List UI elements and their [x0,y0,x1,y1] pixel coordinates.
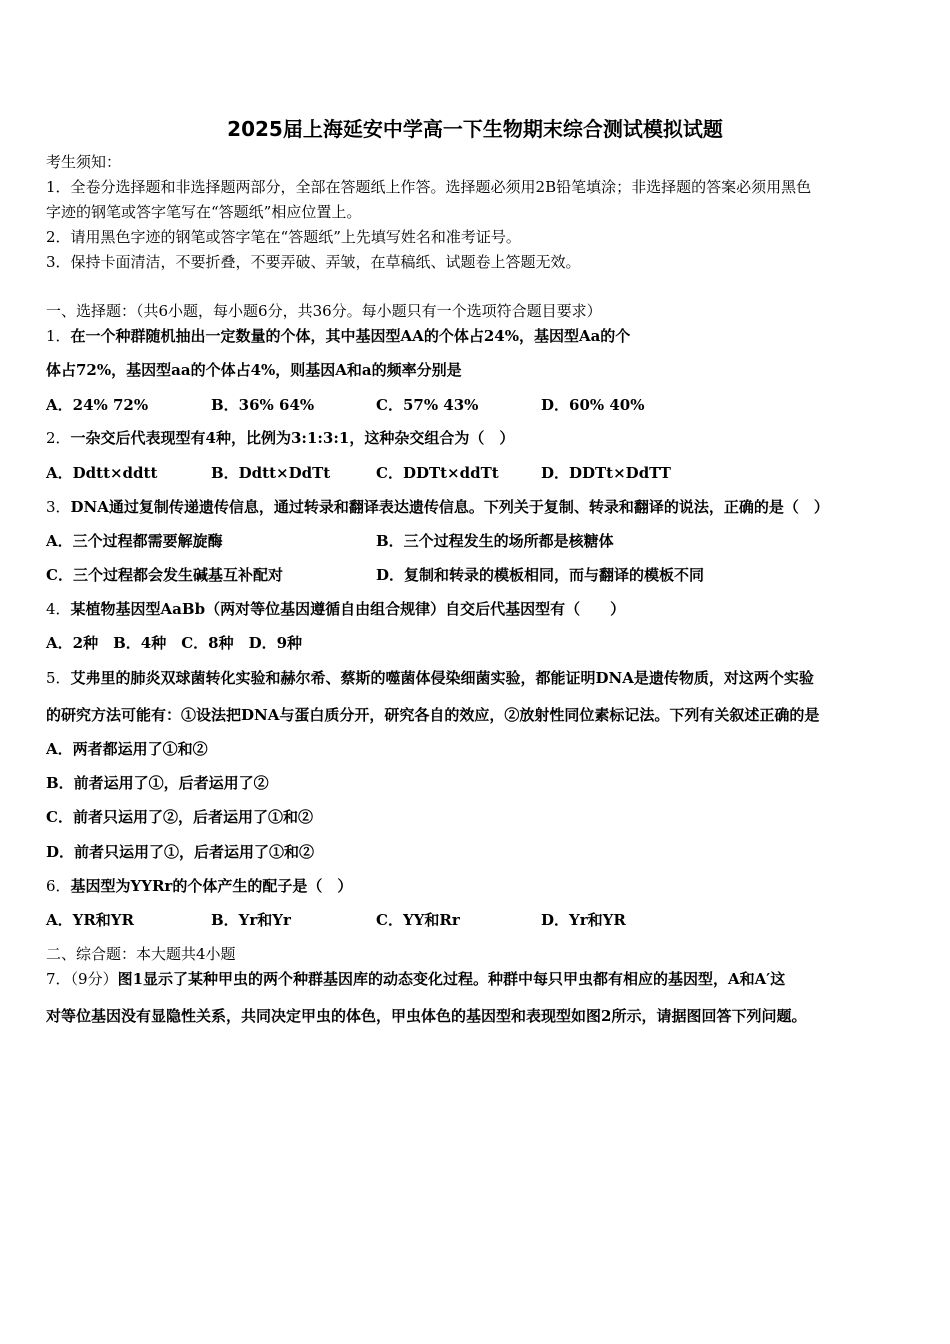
page-title: 2025届上海延安中学高一下生物期末综合测试模拟试题 [227,117,723,141]
q5-line1 [46,668,814,688]
q5-option-c[interactable]: C．前者只运用了②，后者运用了①和② [46,808,313,826]
q5-option-b[interactable]: B．前者运用了①，后者运用了② [46,774,269,792]
q7-points: （9分） [70,970,118,988]
q7-text-line1: 图1显示了某种甲虫的两个种群基因库的动态变化过程。种群中每只甲虫都有相应的基因型，A和A′这 [117,970,786,988]
q4-line [46,599,625,619]
q6-number: 6． [46,877,71,895]
q3-line [46,497,829,517]
q6-text: 基因型为YYRr的个体产生的配子是（ ） [70,877,353,895]
q5-text-line2: 的研究方法可能有：①设法把DNA与蛋白质分开，研究各自的效应，②放射性同位素标记法。下列有关叙述正确的是 [46,706,820,724]
q2-option-c[interactable]: C．DDTt×ddTt [376,464,499,482]
q3-option-d[interactable]: D．复制和转录的模板相同，而与翻译的模板不同 [376,566,705,584]
q5-number: 5． [46,669,71,687]
q5-option-a[interactable]: A．两者都运用了①和② [46,740,208,758]
q1-line1 [46,326,630,346]
notice-heading: 考生须知： [46,153,122,171]
q1-text-line2: 体占72%，基因型aa的个体占4%，则基因A和a的频率分别是 [46,361,462,379]
q3-number: 3． [46,498,71,516]
q1-option-b[interactable]: B．36% 64% [211,396,315,414]
q2-text: 一杂交后代表现型有4种，比例为3:1:3:1，这种杂交组合为（ ） [70,429,515,447]
q1-option-a[interactable]: A．24% 72% [46,396,149,414]
q4-options[interactable]: A．2种 B．4种 C．8种 D．9种 [46,634,303,652]
q4-number: 4． [46,600,71,618]
q7-number: 7． [46,970,71,988]
section2-heading: 二、综合题：本大题共4小题 [46,945,236,963]
notice-item-1-cont: 字迹的钢笔或答字笔写在“答题纸”相应位置上。 [46,203,362,221]
q6-option-a[interactable]: A．YR和YR [46,911,134,929]
q7-line1 [46,969,785,989]
q3-option-a[interactable]: A．三个过程都需要解旋酶 [46,532,223,550]
q1-option-d[interactable]: D．60% 40% [541,396,645,414]
q3-option-c[interactable]: C．三个过程都会发生碱基互补配对 [46,566,283,584]
notice-item-1: 1．全卷分选择题和非选择题两部分，全部在答题纸上作答。选择题必须用2B铅笔填涂；非选择题的答案必须用黑色 [46,178,812,196]
section1-heading: 一、选择题：（共6小题，每小题6分，共36分。每小题只有一个选项符合题目要求） [46,302,602,320]
q1-text-line1: 在一个种群随机抽出一定数量的个体，其中基因型AA的个体占24%，基因型Aa的个 [70,327,631,345]
q6-option-c[interactable]: C．YY和Rr [376,911,460,929]
q6-line [46,876,352,896]
q7-text-line2: 对等位基因没有显隐性关系，共同决定甲虫的体色，甲虫体色的基因型和表现型如图2所示，请据图回答下列问题。 [46,1007,807,1025]
q2-option-a[interactable]: A．Ddtt×ddtt [46,464,158,482]
notice-item-2: 2．请用黑色字迹的钢笔或答字笔在“答题纸”上先填写姓名和准考证号。 [46,228,521,246]
q2-option-d[interactable]: D．DDTt×DdTT [541,464,671,482]
notice-item-3: 3．保持卡面清洁，不要折叠，不要弄破、弄皱，在草稿纸、试题卷上答题无效。 [46,253,581,271]
q2-option-b[interactable]: B．Ddtt×DdTt [211,464,331,482]
q3-option-b[interactable]: B．三个过程发生的场所都是核糖体 [376,532,614,550]
q4-text: 某植物基因型AaBb（两对等位基因遵循自由组合规律）自交后代基因型有（ ） [70,600,626,618]
q5-option-d[interactable]: D．前者只运用了①，后者运用了①和② [46,843,315,861]
q2-line [46,428,514,448]
q6-option-b[interactable]: B．Yr和Yr [211,911,291,929]
q1-option-c[interactable]: C．57% 43% [376,396,479,414]
q5-text-line1: 艾弗里的肺炎双球菌转化实验和赫尔希、蔡斯的噬菌体侵染细菌实验，都能证明DNA是遗传物质，对这两个实验 [70,669,814,687]
q6-option-d[interactable]: D．Yr和YR [541,911,626,929]
q1-number: 1． [46,327,71,345]
q2-number: 2． [46,429,71,447]
q3-text: DNA通过复制传递遗传信息，通过转录和翻译表达遗传信息。下列关于复制、转录和翻译的说法，正确的是（ ） [70,498,829,516]
